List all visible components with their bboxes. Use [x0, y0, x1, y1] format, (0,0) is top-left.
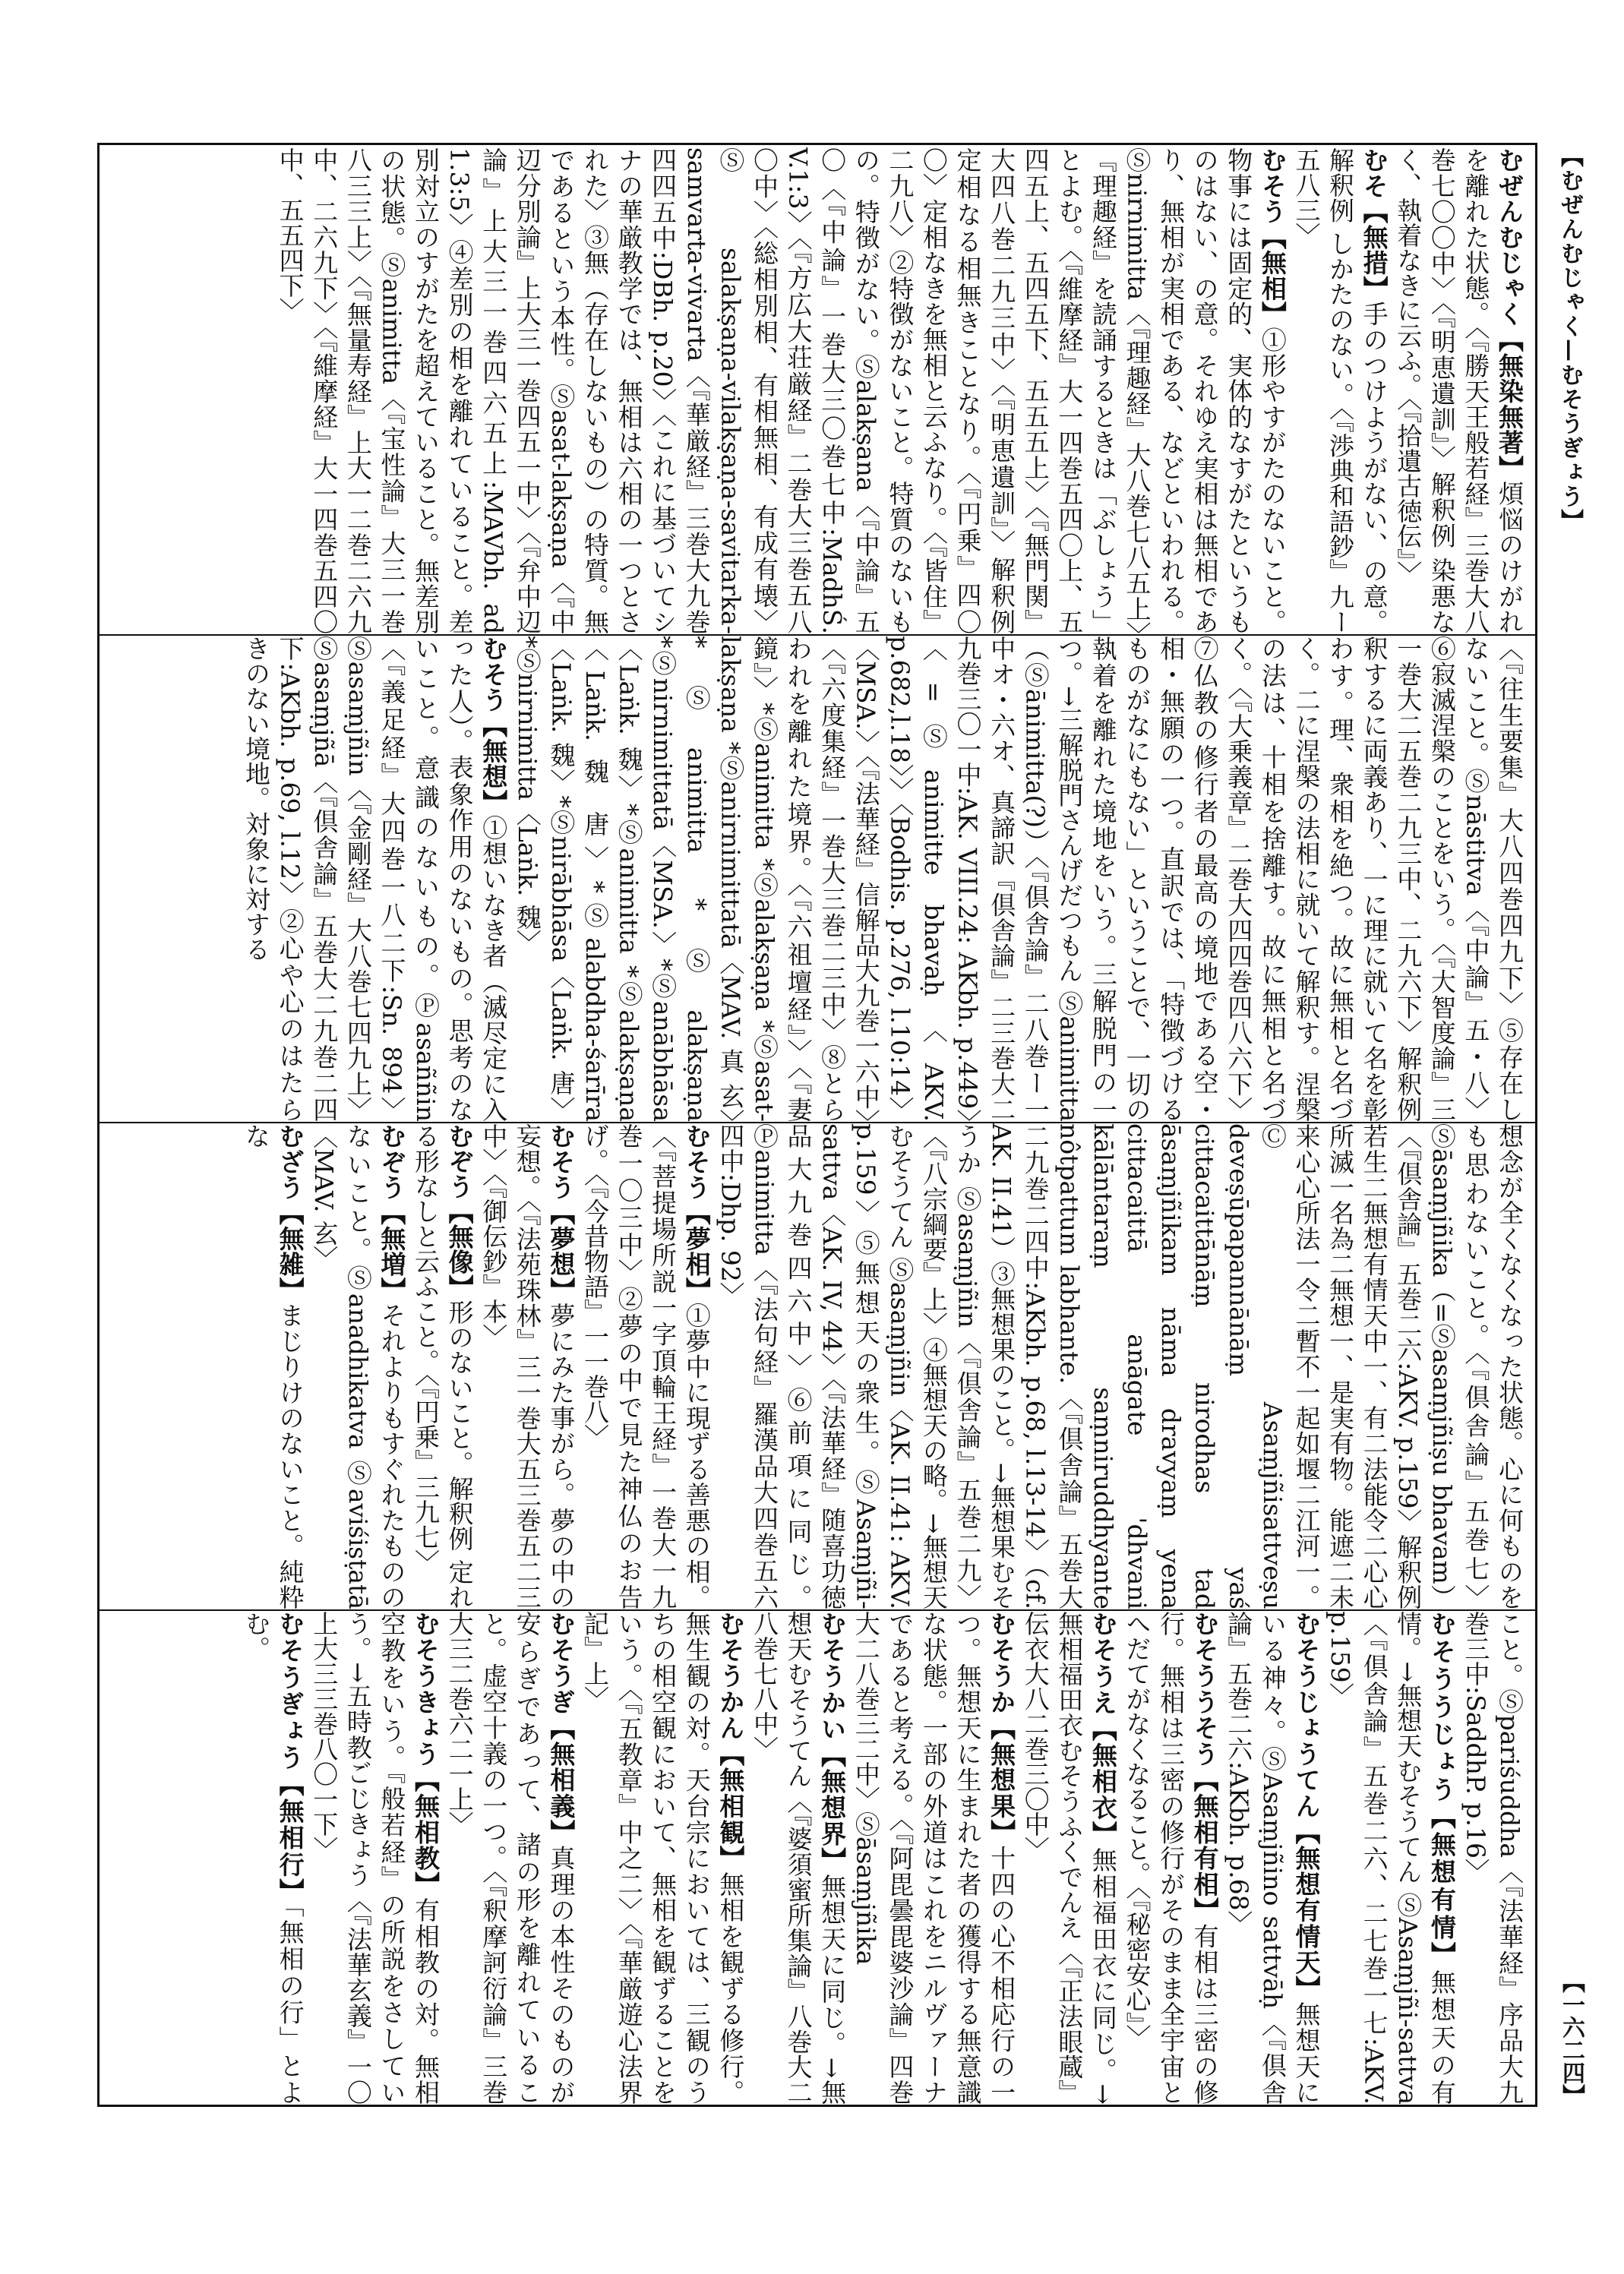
- running-head: 【むぜんむじゃく—むそうぎょう】: [1556, 144, 1583, 533]
- entry: [307, 1611, 442, 2105]
- tier-1: [100, 147, 1535, 634]
- tier-2: [100, 636, 1535, 1122]
- entry-headword: むそうぎょう【無相行】: [275, 1611, 305, 1906]
- entry-headword: むぞう【無増】: [377, 1123, 407, 1303]
- entry-text: 有相は三密の修行。無相は三密の修行がそのまま全宇宙とへだてがなくなること。〈『秘密安心』〉: [1122, 1611, 1220, 2105]
- entry-headword: むざう【無雑】: [275, 1123, 305, 1303]
- entry-text: 形のないこと。解釈例 定れる形なしと云ふこと。〈『円乗』三九七〉: [411, 1123, 475, 1609]
- entry-text: 手のつけようがない、の意。解釈例 しかたのない。〈『渉典和語鈔』九ー五八三〉: [1291, 147, 1389, 634]
- page-number: 【一六二四】: [1558, 1970, 1585, 2107]
- entry-column: [109, 1611, 1526, 2105]
- entry: [442, 1611, 577, 2105]
- entry-headword: むそう【夢相】: [681, 1123, 712, 1303]
- entry: [1289, 147, 1391, 634]
- entry: [476, 1123, 578, 1609]
- entry: [510, 636, 1526, 1122]
- entry-headword: むそうぎ【無相義】: [546, 1611, 577, 1846]
- entry: [1458, 1611, 1526, 2105]
- entry-headword: むぞう【無像】: [444, 1123, 475, 1300]
- entry-text: 煩悩のけがれを離れた状態。〈『勝天王般若経』三巻大八巻七〇〇中〉〈『明恵遺訓』〉解釈例 染悪なく、執着なきに云ふ。〈『拾遺古徳伝』〉: [1393, 147, 1524, 634]
- entry-text: こと。Ⓢpariśuddha〈『法華経』序品大九巻三中:SaddhP. p.16〉: [1461, 1611, 1524, 2105]
- entry-text: まじりけのないこと。純粋な: [242, 1123, 305, 1609]
- entry: [577, 1611, 747, 2105]
- entry: [408, 1123, 476, 1609]
- entry-column: [109, 636, 1526, 1122]
- tier-3: [100, 1123, 1535, 1609]
- entry-text: 無想天の有情。→無想天むそうてん ⓈAsaṃjñi-sattva〈『倶舎論』五巻二六、二七巻一七:AKV. p.159〉: [1325, 1611, 1457, 2105]
- entry-text: 無相を観ずる修行。無生観の対。天台宗においては、三観のうちの相空観において、無相を観ずることをいう。〈『五教章』中之二〉〈『華厳遊心法界記』上〉: [580, 1611, 746, 2105]
- entry: [1018, 1611, 1120, 2105]
- entry-headword: むそうえ【無相衣】: [1088, 1611, 1118, 1848]
- entry: [747, 1611, 848, 2105]
- entry-text: 真理の本性そのものが安らぎであって、諸の形を離れていること。虚空十義の一つ。〈『釈摩訶衍論』三巻大三二巻六二一上〉: [444, 1611, 577, 2105]
- entry-text: 想念が全くなくなった状態。心に何ものをも思わないこと。〈『倶舎論』五巻七〉Ⓢāsaṃjñika（=Ⓢasaṃjñiṣu bhavam）〈『倶舎論』五巻二六:AKV. p.159〉解釈例 若生二無想有情天中一、有二法能令二心心所滅一名為二無想一、是実有物。能遮二未来心心所法一令二暫不一起如堰二江河一。ⒸAsaṃjñisattveṣu deveṣūpapannānāṃ yaś cittacaittānāṃ nirodhas tad āsaṃjñikam nāma dravyaṃ yena cittacaittā anāgate 'dhvani kālāntaraṃ saṃniruddhyante nôtpattum labhante.〈『倶舎論』五巻大二九巻二四中:AKbh. p.68, l.13-14〉（cf. AK. II.41）③無想果のこと。→無想果むそうか Ⓢasaṃjñin〈『倶舎論』五巻二九〉〈『八宗綱要』上〉④無想天の略。→無想天むそうてん Ⓢasaṃjñin〈AK. II.41: AKV. p.159〉⑤無想天の衆生。ⓈAsaṃjñi-sattva〈AK. IV, 44〉〈『法華経』随喜功徳品大九巻四六中〉⑥前項に同じ。Ⓟanimitta〈『法句経』羅漢品大四巻五六四中:Dhp. 92〉: [716, 1123, 1524, 1609]
- entry-text: 「無相の行」とよむ。: [242, 1611, 305, 2105]
- entry-text: 無想天に同じ。→無想天むそうてん〈『婆須蜜所集論』八巻大二八巻七八中〉: [749, 1611, 848, 2105]
- entry-text: 無相福田衣に同じ。→無相福田衣むそうふくでんえ〈『正法眼蔵』伝衣大八二巻三〇中〉: [1020, 1611, 1118, 2105]
- entry-headword: むそううそう【無相有相】: [1190, 1611, 1220, 1924]
- entry: [1322, 1611, 1458, 2105]
- entry-text: 無想天にいる神々。ⓈAsaṃjñino sattvāḥ〈『倶舎論』五巻二六:AKbh. p.68〉: [1224, 1611, 1322, 2105]
- entry-text: ①形やすがたのないこと。物事には固定的、実体的なすがたというものはない、の意。それゆえ実相は無相であり、無相が実相である、などといわれる。Ⓢnirnimitta〈『理趣経』大八巻七八五上〉『理趣経』を読誦するときは「ぶしょう」とよむ。〈『維摩経』大一四巻五四〇上、五四五上、五四五下、五五五上〉〈『無門関』大四八巻二九三中〉〈『明恵遺訓』〉解釈例 定相なる相無きことなり。〈『円乗』四〇〇〉定相なきを無相と云ふなり。〈『皆住』二九八〉②特徴がないこと。特質のないもの。特徴がない。Ⓢalakṣana〈『中論』五〇〈『中論』一巻大三〇巻七中:MadhŚ. V.1:3〉〈『方広大荘厳経』二巻大三巻五八〇中〉〈総相別相、有相無相、有成有壊〉Ⓢsalakṣaṇa-vilakṣaṇa-savitarka-samvarta-vivarta〈『華厳経』三巻大九巻四四五中:DBh. p.20〉〈これに基づいてシナの華厳教学では、無相は六相の一つとされた〉③無（存在しないもの）の特質。無であるという本性。Ⓢasat-lakṣaṇa〈『中辺分別論』上大三一巻四五一中〉〈『弁中辺論』上大三一巻四六五上:MAVbh. ad 1.3:5〉④差別の相を離れていること。差別対立のすがたを超えていること。無差別の状態。Ⓢanimitta〈『宝性論』大三一巻八三三上〉〈『無量寿経』上大一二巻二六九中、二六九下〉〈『維摩経』大一四巻五四〇中、五五四下〉: [275, 147, 1288, 634]
- entry: [239, 636, 510, 1122]
- entry: [307, 1123, 409, 1609]
- entry-headword: むそう【無想】: [479, 636, 509, 816]
- entry: [1221, 1611, 1323, 2105]
- entry-headword: むそうかい【無想界】: [817, 1611, 848, 1874]
- entry: [239, 1123, 306, 1609]
- entry-headword: むそ【無措】: [1359, 147, 1389, 302]
- entry-column: [109, 147, 1526, 634]
- tier-4: [100, 1611, 1535, 2105]
- entry-text: ①夢中に現ずる善悪の相。〈『菩提場所説一字頂輪王経』一巻大一九巻一〇三中〉②夢の中で見た神仏のお告げ。〈『今昔物語』一一巻八〉: [580, 1123, 712, 1609]
- entry-headword: むそう【無相】: [1257, 147, 1288, 327]
- entry-headword: むそうかん【無相観】: [716, 1611, 746, 1871]
- entry: [1120, 1611, 1221, 2105]
- entry-text: 夢にみた事がら。夢の中の妄想。〈『法苑珠林』三一巻大五三巻五二三中〉〈『御伝鈔』本〉: [479, 1123, 577, 1609]
- entry: [848, 1611, 1018, 2105]
- entry-text: 有相教の対。無相空教をいう。『般若経』の所説をさしていう。→五時教ごじきょう〈『法華玄義』一〇上大三三巻八〇一下〉: [309, 1611, 441, 2105]
- entry-headword: むそううじょう【無想有情】: [1427, 1611, 1457, 1969]
- entry-text: ①想いなき者（滅尽定に入った人）。表象作用のないもの。思考のないこと。意識のないもの。Ⓟasaññin〈『義足経』大四巻一八二下:Sn. 894〉Ⓢasaṃjñin〈『金剛経』大八巻七四九上〉Ⓢasaṃjñā〈『倶舎論』五巻大二九巻二四下:AKbh. p.69, l.12〉②心や心のはたらきのない境地。対象に対する: [242, 636, 509, 1122]
- entry: [239, 1611, 306, 2105]
- entry-headword: むぜんむじゃく【無染無著】: [1495, 147, 1524, 482]
- entry-headword: むそうじょうてん【無想有情天】: [1291, 1611, 1322, 2002]
- entry-text: 〈『往生要集』大八四巻四九下〉⑤存在しないこと。Ⓢnāstitva〈『中論』五・八〉⑥寂滅涅槃のことをいう。〈『大智度論』三一巻大二五巻二九三中、二九六下〉解釈例 釈するに両義あり、一に理に就いて名を彰わす。理、衆相を絶つ。故に無相と名づく。二に涅槃の法相に就いて解釈す。涅槃の法は、十相を捨離す。故に無相と名づく。〈『大乗義章』二巻大四四巻四八六下〉⑦仏教の修行者の最高の境地である空・相・無願の一つ。直訳では、「特徴づけるものがなにもない」ということで、一切の執着を離れた境地をいう。三解脱門の一つ。→三解脱門さんげだつもん Ⓢanimitta（Ⓢānimitta(?)）〈『倶舎論』二八巻ー一中オ・六オ、真諦訳『倶舎論』二三巻大二九巻三〇一中:AK. VIII.24: AKbh. p.449〉〈=Ⓢanimitte bhavaḥ〈AKV. p.682,l.18〉〉〈Bodhis. p.276, l.10:14〉〈MSA.〉〈『法華経』信解品大九巻一六中〉〈『六度集経』一巻大三巻二三中〉⑧とらわれを離れた境界。〈『六祖壇経』〉〈『妻鏡』〉*Ⓢanimitta *Ⓢalakṣaṇa *Ⓢasat-lakṣaṇa *Ⓢanirnimittatā〈MAV. 真 玄〉*Ⓢanimitta *Ⓢalakṣaṇa *Ⓢnirnimittatā〈MSA.〉*Ⓢanābhāsa〈Laṅk. 魏〉*Ⓢanimitta *Ⓢalakṣaṇa〈Laṅk. 魏 唐〉*Ⓢalabdha-śarīra〈Laṅk. 魏〉*Ⓢnirābhāsa〈Laṅk. 唐〉*Ⓢnirnimitta〈Laṅk. 魏〉: [512, 636, 1524, 1122]
- entry: [713, 1123, 1526, 1609]
- entry-headword: むそうきょう【無相教】: [411, 1611, 441, 1898]
- entry-text: それよりもすぐれたもののないこと。Ⓢanadhikatva Ⓢaviśiṣṭatā〈MAV. 玄〉: [309, 1123, 407, 1609]
- entry-headword: むそう【夢想】: [546, 1123, 577, 1303]
- entry-column: [109, 1123, 1526, 1609]
- entry: [1391, 147, 1526, 634]
- entry-text: 十四の心不相応行の一つ。無想天に生まれた者の獲得する無意識な状態。一部の外道はこれをニルヴァーナであると考える。〈『阿毘曇毘婆沙論』四巻大二八巻三二中〉Ⓢāsaṃjñika: [851, 1611, 1017, 2105]
- entry: [577, 1123, 712, 1609]
- entry-headword: むそうか【無想果】: [987, 1611, 1017, 1846]
- entry: [273, 147, 1289, 634]
